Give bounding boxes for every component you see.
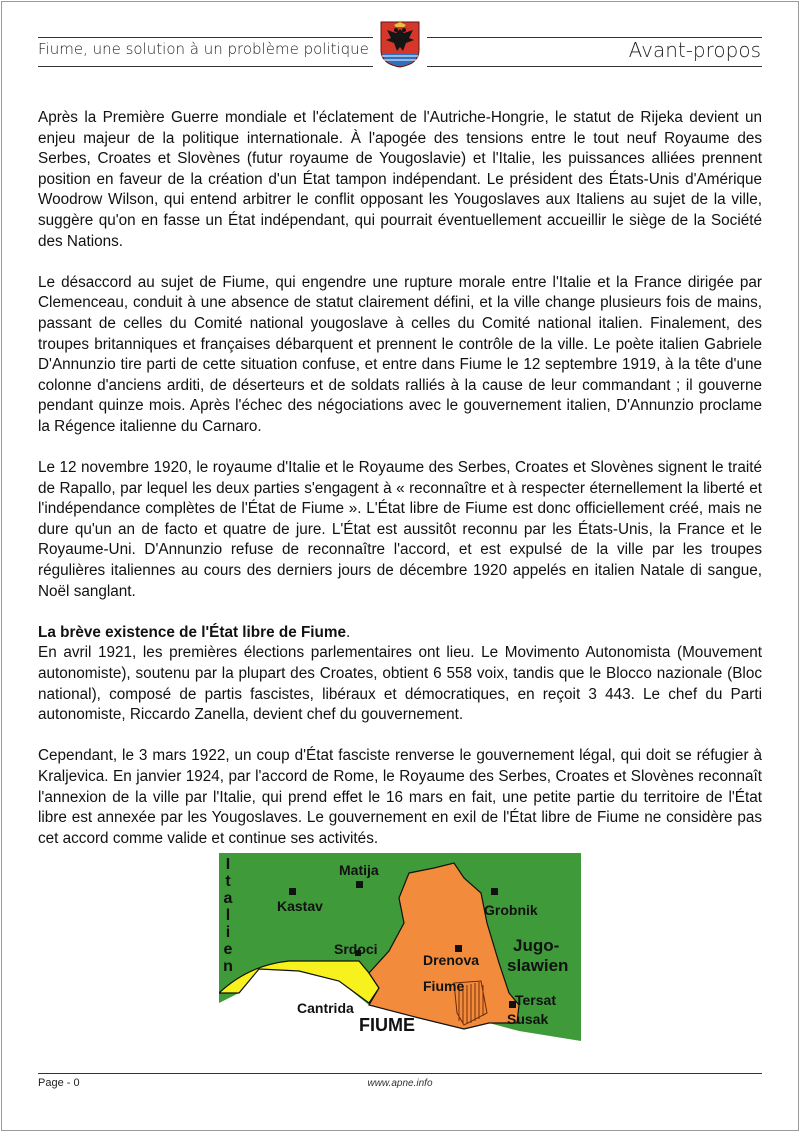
italien-letter: l	[225, 907, 231, 924]
section-heading-text: La brève existence de l'État libre de Fiume	[38, 623, 346, 641]
paragraph-2: Le désaccord au sujet de Fiume, qui engendre une rupture morale entre l'Italie et la France dirigée par Clemenceau, conduit à une absence de statut clairement défini, et la ville change plusieurs fois de mains, passant de celles du Comité national yougoslave à celles du Comité national italien. Finalement, des troupes britanniques et françaises débarquent et prennent le contrôle de la ville. Le poète italien Gabriele D'Annunzio tire parti de cette situation confuse, et entre dans Fiume le 12 septembre 1919, à la tête d'une colonne d'anciens arditi, de déserteurs et de soldats ralliés à la cause de leur commandant ; il gouverne pendant quinze mois. Après l'échec des négociations avec le gouvernement italien, D'Annunzio proclame la Régence italienne du Carnaro.	[38, 273, 762, 435]
header-rule-left-bottom	[38, 66, 373, 67]
section-heading	[38, 623, 762, 644]
label-fiume-small: Fiume	[423, 978, 465, 994]
header-rule-left	[38, 37, 373, 38]
marker-matija	[356, 881, 363, 888]
label-slawien: slawien	[507, 956, 569, 975]
paragraph-4: En avril 1921, les premières élections parlementaires ont lieu. Le Movimento Autonomista (Mouvement autonomiste), soutenu par la plupart des Croates, obtient 6 558 voix, tandis que le Blocco nazionale (Bloc national), composé de partis fascistes, libéraux et démocratiques, en reçoit 3 443. Le chef du Parti autonomiste, Riccardo Zanella, devient chef du gouvernement.	[38, 644, 762, 724]
header-rule-right-bottom	[427, 66, 762, 67]
fiume-map	[219, 853, 581, 1052]
italien-letter: e	[223, 941, 233, 958]
header-section: Avant-propos	[628, 38, 761, 62]
italien-letter: I	[225, 856, 231, 873]
label-cantrida: Cantrida	[297, 1000, 354, 1016]
italien-letter: t	[225, 873, 231, 890]
label-kastav: Kastav	[277, 898, 323, 914]
header-title: Fiume, une solution à un problème politique	[38, 40, 369, 58]
coat-of-arms-icon	[379, 20, 421, 68]
marker-kastav	[289, 888, 296, 895]
italien-letter: a	[223, 890, 233, 907]
section-heading-suffix: .	[346, 623, 351, 641]
label-tersat: Tersat	[515, 992, 556, 1008]
footer-website: www.apne.info	[367, 1078, 433, 1089]
italien-letter: i	[225, 924, 231, 941]
label-drenova: Drenova	[423, 952, 480, 968]
page-number: Page - 0	[38, 1077, 80, 1089]
label-susak: Susak	[507, 1011, 549, 1027]
marker-drenova	[455, 945, 462, 952]
marker-grobnik	[491, 888, 498, 895]
footer-rule	[38, 1073, 762, 1074]
label-srdoci: Srdoci	[334, 941, 378, 957]
label-matija: Matija	[339, 862, 379, 878]
article-body	[38, 108, 762, 870]
label-grobnik: Grobnik	[484, 902, 538, 918]
paragraph-1: Après la Première Guerre mondiale et l'éclatement de l'Autriche-Hongrie, le statut de Rijeka devient un enjeu majeur de la politique internationale. À l'apogée des tensions entre le tout neuf Royaume des Serbes, Croates et Slovènes (futur royaume de Yougoslavie) et l'Italie, les puissances alliées prennent position en faveur de la création d'un État tampon indépendant. Le président des États-Unis d'Amérique Woodrow Wilson, qui entend arbitrer le conflit opposant les Yougoslaves aux Italiens au sujet de la ville, suggère qu'on en fasse un État indépendant, qui pourrait éventuellement accueillir le siège de la Société des Nations.	[38, 109, 762, 250]
label-jugo: Jugo-	[513, 936, 560, 955]
paragraph-3: Le 12 novembre 1920, le royaume d'Italie et le Royaume des Serbes, Croates et Slovènes signent le traité de Rapallo, par lequel les deux parties s'engagent à « reconnaître et à respecter éternellement la liberté et l'indépendance complètes de l'État de Fiume ». L'État libre de Fiume est donc officiellement créé, mais ne dure qu'un an de facto et quatre de jure. L'État est aussitôt reconnu par les États-Unis, la France et le Royaume-Uni. D'Annunzio refuse de reconnaître l'accord, et est expulsé de la ville par les troupes régulières italiennes au cours des derniers jours de décembre 1920 appelés en italien Natale di sangue, Noël sanglant.	[38, 459, 762, 600]
paragraph-5: Cependant, le 3 mars 1922, un coup d'État fasciste renverse le gouvernement légal, qui doit se réfugier à Kraljevica. En janvier 1924, par l'accord de Rome, le Royaume des Serbes, Croates et Slovènes reconnaît l'annexion de la ville par l'Italie, qui prend effet le 16 mars en fait, une petite partie du territoire de l'État libre est annexée par les Yougoslaves. Le gouvernement en exil de l'État libre de Fiume ne considère pas cet accord comme valide et continue ses activités.	[38, 747, 762, 847]
label-fiume-big: FIUME	[359, 1015, 415, 1035]
italien-letter: n	[223, 958, 233, 975]
